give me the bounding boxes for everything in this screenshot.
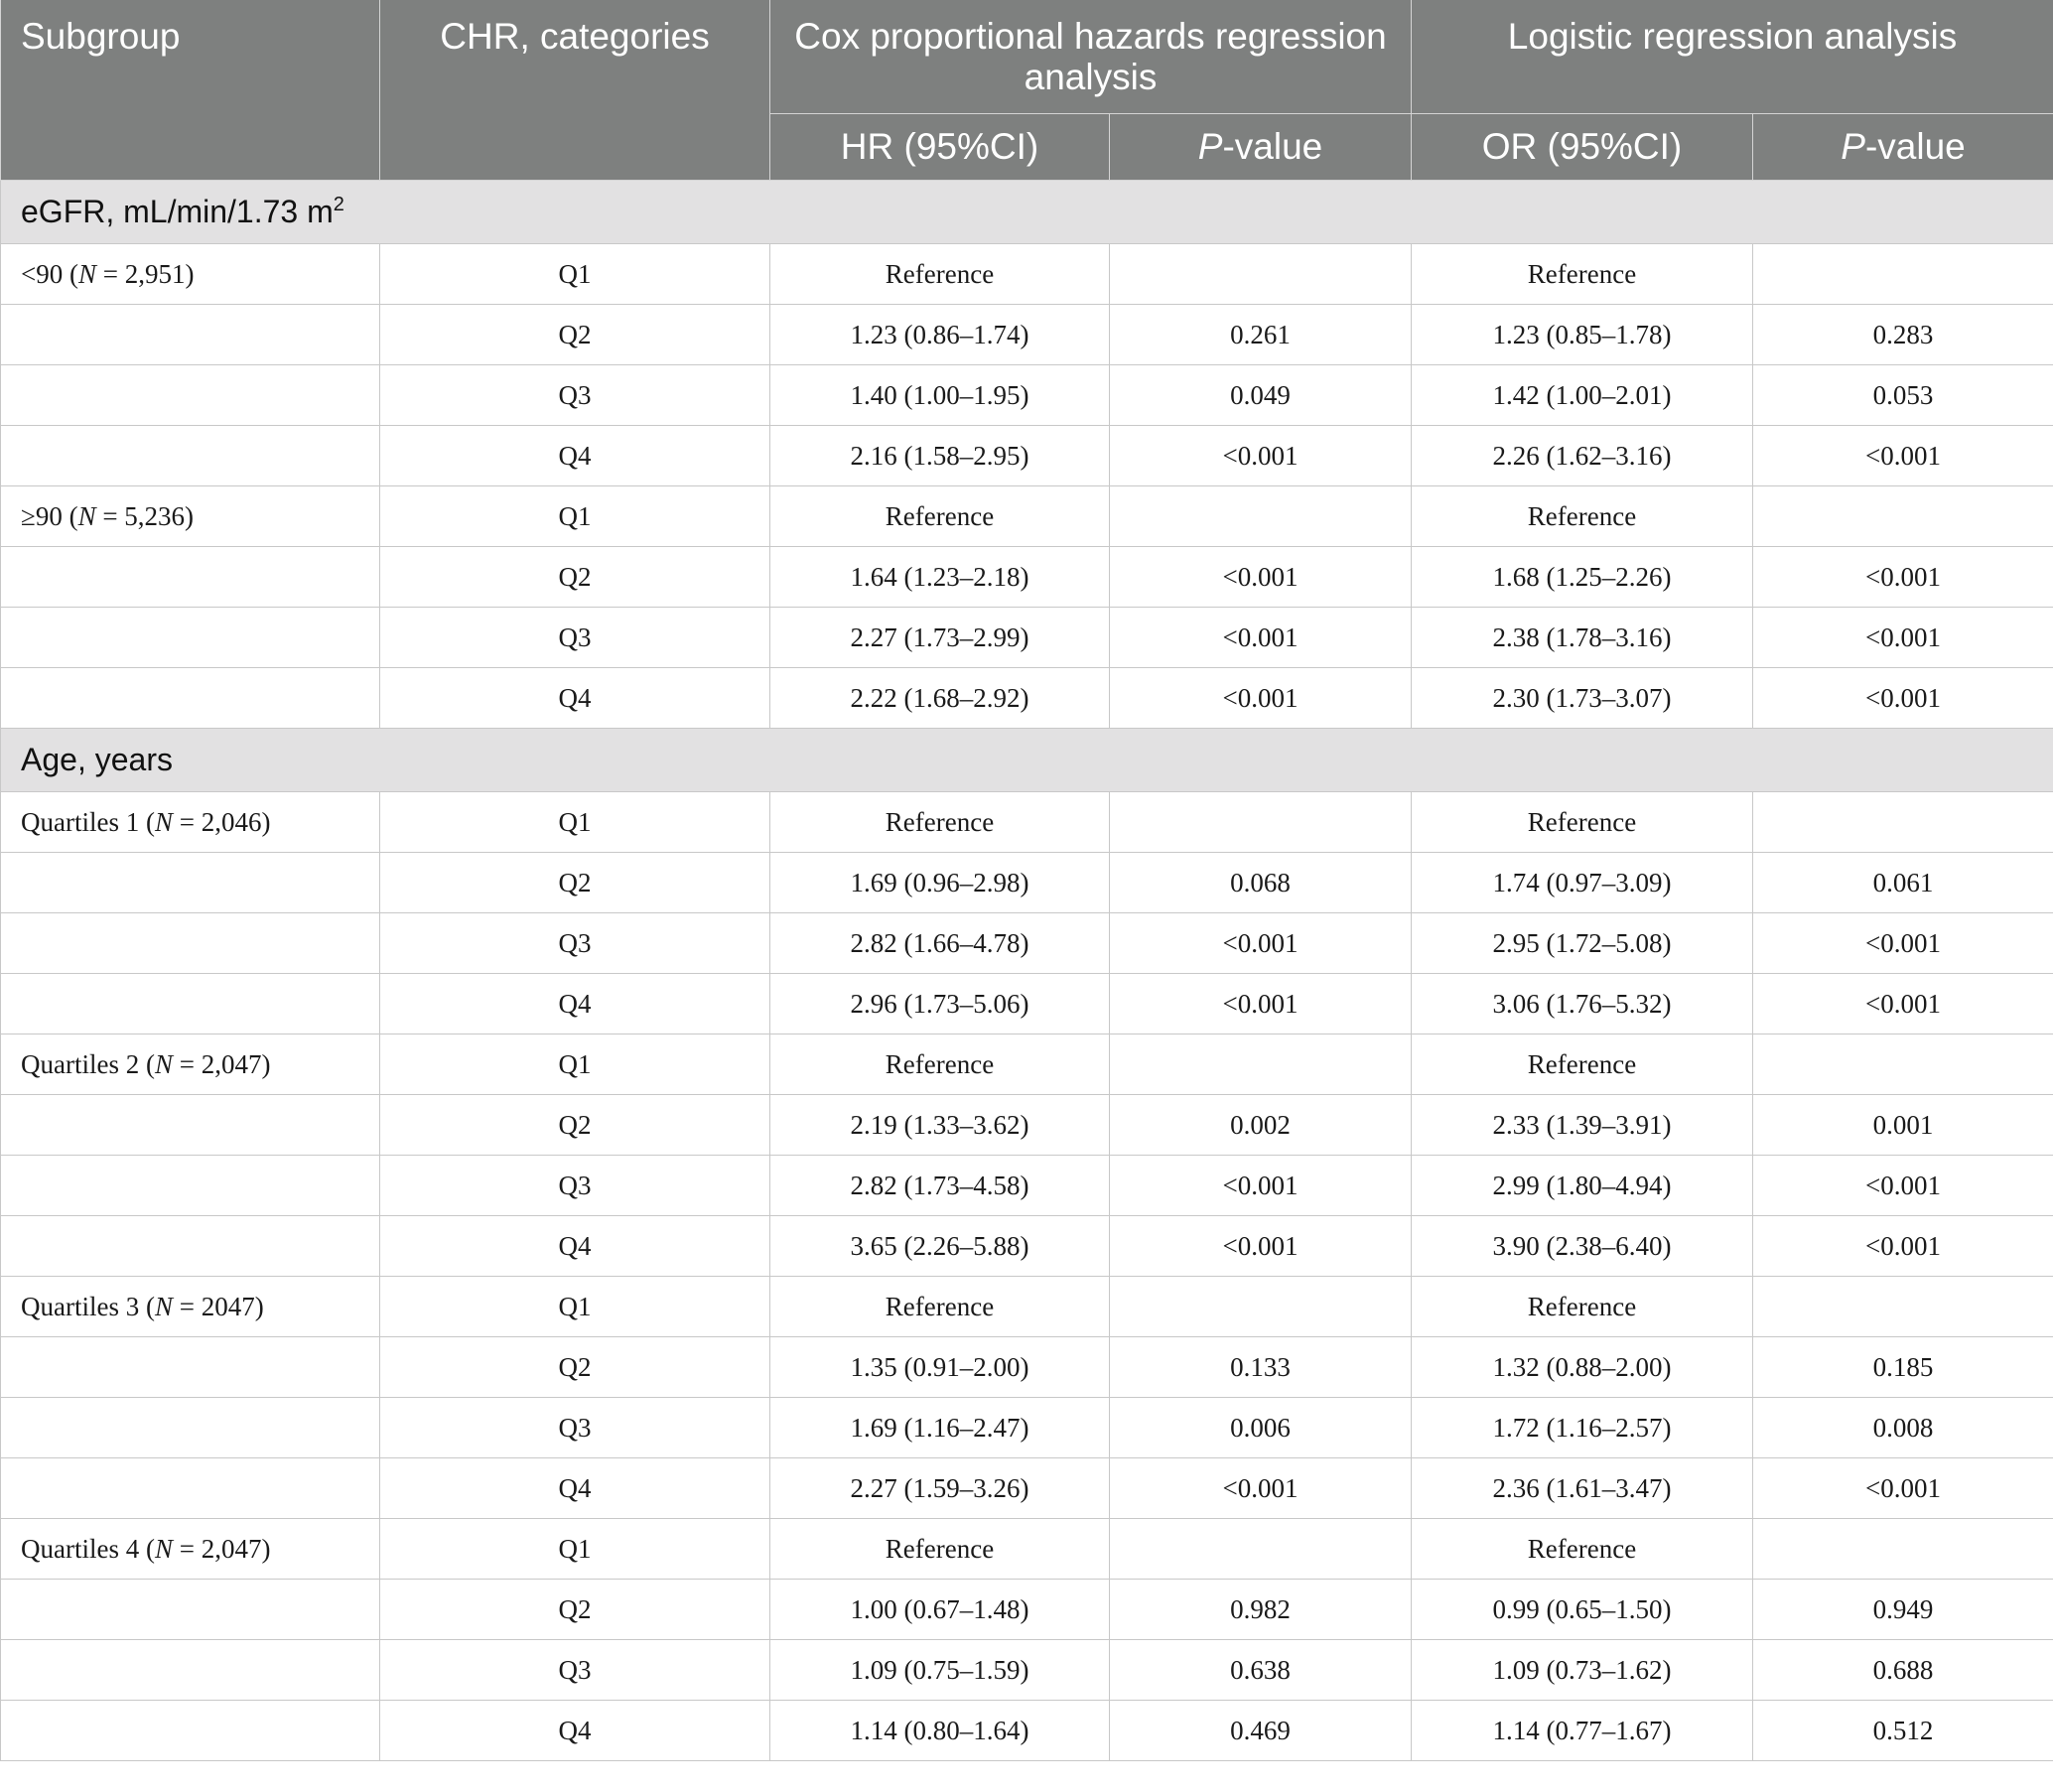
header-logistic: Logistic regression analysis: [1412, 0, 2053, 114]
subgroup-cell-empty: [1, 913, 380, 974]
header-p-value-logistic: [1753, 114, 2053, 181]
p-suffix: -value: [1864, 126, 1966, 168]
header-categories: CHR, categories: [380, 0, 770, 181]
section-row: [1, 181, 2053, 244]
subgroup-label: Quartiles 4 (: [21, 1533, 155, 1564]
hr-cell: 2.96 (1.73–5.06): [770, 974, 1110, 1034]
table-row: [1, 365, 2053, 426]
subgroup-cell: [1, 1519, 380, 1580]
hr-cell: 1.14 (0.80–1.64): [770, 1701, 1110, 1761]
p-italic: P: [1197, 126, 1223, 168]
or-cell: 1.72 (1.16–2.57): [1412, 1398, 1753, 1458]
logistic-p-value-cell: [1753, 1519, 2053, 1580]
or-cell: 2.95 (1.72–5.08): [1412, 913, 1753, 974]
cox-p-value-cell: [1110, 486, 1412, 547]
subgroup-label: Quartiles 3 (: [21, 1291, 155, 1321]
section-row: [1, 729, 2053, 792]
cox-p-value-cell: [1110, 792, 1412, 853]
subgroup-cell-empty: [1, 365, 380, 426]
hr-cell: 1.40 (1.00–1.95): [770, 365, 1110, 426]
or-cell: 1.14 (0.77–1.67): [1412, 1701, 1753, 1761]
table-row: [1, 486, 2053, 547]
table-row: [1, 547, 2053, 608]
hr-cell: 1.64 (1.23–2.18): [770, 547, 1110, 608]
subgroup-cell-empty: [1, 547, 380, 608]
subgroup-n-value: = 5,236): [95, 500, 195, 531]
subgroup-n-value: = 2,047): [172, 1533, 271, 1564]
logistic-p-value-cell: <0.001: [1753, 1216, 2053, 1277]
subgroup-cell: [1, 1034, 380, 1095]
subgroup-n-var: N: [77, 258, 96, 289]
category-cell: Q3: [380, 365, 770, 426]
subgroup-cell-empty: [1, 1156, 380, 1216]
subgroup-n-var: N: [154, 806, 173, 837]
category-cell: Q3: [380, 913, 770, 974]
header-or: OR (95%CI): [1412, 114, 1753, 181]
subgroup-cell: [1, 486, 380, 547]
or-cell: Reference: [1412, 1034, 1753, 1095]
category-cell: Q2: [380, 1580, 770, 1640]
cox-p-value-cell: 0.261: [1110, 305, 1412, 365]
cox-p-value-cell: 0.469: [1110, 1701, 1412, 1761]
logistic-p-value-cell: [1753, 792, 2053, 853]
hr-cell: 3.65 (2.26–5.88): [770, 1216, 1110, 1277]
cox-p-value-cell: 0.982: [1110, 1580, 1412, 1640]
subgroup-cell-empty: [1, 1580, 380, 1640]
section-title-sup: 2: [333, 194, 344, 215]
table-row: [1, 913, 2053, 974]
cox-p-value-cell: [1110, 1034, 1412, 1095]
subgroup-cell-empty: [1, 1640, 380, 1701]
table-row: [1, 1034, 2053, 1095]
section-title: [1, 729, 2053, 792]
table-row: [1, 853, 2053, 913]
cox-p-value-cell: 0.638: [1110, 1640, 1412, 1701]
or-cell: 2.36 (1.61–3.47): [1412, 1458, 1753, 1519]
or-cell: Reference: [1412, 486, 1753, 547]
cox-p-value-cell: 0.049: [1110, 365, 1412, 426]
cox-p-value-cell: 0.006: [1110, 1398, 1412, 1458]
p-italic: P: [1841, 126, 1865, 168]
hr-cell: 2.82 (1.73–4.58): [770, 1156, 1110, 1216]
category-cell: Q4: [380, 1701, 770, 1761]
cox-p-value-cell: <0.001: [1110, 608, 1412, 668]
hr-cell: 2.16 (1.58–2.95): [770, 426, 1110, 486]
or-cell: 2.99 (1.80–4.94): [1412, 1156, 1753, 1216]
category-cell: Q1: [380, 1034, 770, 1095]
or-cell: Reference: [1412, 1519, 1753, 1580]
cox-p-value-cell: [1110, 244, 1412, 305]
header-subgroup: Subgroup: [1, 0, 380, 181]
category-cell: Q2: [380, 1337, 770, 1398]
hr-cell: 2.22 (1.68–2.92): [770, 668, 1110, 729]
category-cell: Q1: [380, 1519, 770, 1580]
subgroup-cell-empty: [1, 668, 380, 729]
subgroup-n-var: N: [154, 1048, 173, 1079]
or-cell: 3.06 (1.76–5.32): [1412, 974, 1753, 1034]
logistic-p-value-cell: <0.001: [1753, 668, 2053, 729]
category-cell: Q3: [380, 1398, 770, 1458]
logistic-p-value-cell: 0.688: [1753, 1640, 2053, 1701]
subgroup-cell-empty: [1, 1095, 380, 1156]
hr-cell: 1.09 (0.75–1.59): [770, 1640, 1110, 1701]
table-row: [1, 608, 2053, 668]
category-cell: Q4: [380, 668, 770, 729]
p-suffix: -value: [1222, 126, 1323, 168]
section-title: [1, 181, 2053, 244]
category-cell: Q2: [380, 305, 770, 365]
cox-p-value-cell: <0.001: [1110, 1458, 1412, 1519]
subgroup-label: Quartiles 1 (: [21, 806, 155, 837]
logistic-p-value-cell: [1753, 1034, 2053, 1095]
hr-cell: 2.82 (1.66–4.78): [770, 913, 1110, 974]
cox-p-value-cell: <0.001: [1110, 1156, 1412, 1216]
subgroup-cell-empty: [1, 853, 380, 913]
or-cell: 1.32 (0.88–2.00): [1412, 1337, 1753, 1398]
logistic-p-value-cell: <0.001: [1753, 1458, 2053, 1519]
hr-cell: 1.23 (0.86–1.74): [770, 305, 1110, 365]
cox-p-value-cell: <0.001: [1110, 547, 1412, 608]
subgroup-cell-empty: [1, 1458, 380, 1519]
logistic-p-value-cell: 0.053: [1753, 365, 2053, 426]
cox-p-value-cell: [1110, 1519, 1412, 1580]
hr-cell: 2.27 (1.59–3.26): [770, 1458, 1110, 1519]
cox-p-value-cell: [1110, 1277, 1412, 1337]
cox-p-value-cell: <0.001: [1110, 913, 1412, 974]
category-cell: Q1: [380, 1277, 770, 1337]
category-cell: Q2: [380, 547, 770, 608]
table-row: [1, 1398, 2053, 1458]
category-cell: Q4: [380, 974, 770, 1034]
header-p-value-cox: [1110, 114, 1412, 181]
hr-cell: 1.00 (0.67–1.48): [770, 1580, 1110, 1640]
table-row: [1, 1640, 2053, 1701]
subgroup-n-value: = 2,951): [95, 258, 195, 289]
table-row: [1, 1095, 2053, 1156]
subgroup-label: Quartiles 2 (: [21, 1048, 155, 1079]
table-row: [1, 305, 2053, 365]
logistic-p-value-cell: <0.001: [1753, 913, 2053, 974]
subgroup-cell: [1, 1277, 380, 1337]
logistic-p-value-cell: 0.008: [1753, 1398, 2053, 1458]
hr-cell: 2.19 (1.33–3.62): [770, 1095, 1110, 1156]
subgroup-cell-empty: [1, 1337, 380, 1398]
logistic-p-value-cell: <0.001: [1753, 608, 2053, 668]
logistic-p-value-cell: <0.001: [1753, 426, 2053, 486]
or-cell: 3.90 (2.38–6.40): [1412, 1216, 1753, 1277]
or-cell: 2.26 (1.62–3.16): [1412, 426, 1753, 486]
subgroup-cell-empty: [1, 1216, 380, 1277]
or-cell: 1.68 (1.25–2.26): [1412, 547, 1753, 608]
header-hr: HR (95%CI): [770, 114, 1110, 181]
subgroup-n-var: N: [77, 500, 96, 531]
subgroup-label: ≥90 (: [21, 500, 78, 531]
logistic-p-value-cell: 0.061: [1753, 853, 2053, 913]
table-header: [1, 0, 2053, 181]
cox-p-value-cell: <0.001: [1110, 1216, 1412, 1277]
subgroup-cell-empty: [1, 305, 380, 365]
subgroup-n-value: = 2,047): [172, 1048, 271, 1079]
or-cell: 1.42 (1.00–2.01): [1412, 365, 1753, 426]
header-cox: Cox proportional hazards regression analysis: [770, 0, 1412, 114]
table-row: [1, 1277, 2053, 1337]
logistic-p-value-cell: <0.001: [1753, 1156, 2053, 1216]
logistic-p-value-cell: <0.001: [1753, 547, 2053, 608]
logistic-p-value-cell: 0.185: [1753, 1337, 2053, 1398]
table-row: [1, 1580, 2053, 1640]
category-cell: Q4: [380, 426, 770, 486]
logistic-p-value-cell: 0.001: [1753, 1095, 2053, 1156]
table-row: [1, 1156, 2053, 1216]
cox-p-value-cell: <0.001: [1110, 974, 1412, 1034]
subgroup-cell: [1, 792, 380, 853]
or-cell: 2.33 (1.39–3.91): [1412, 1095, 1753, 1156]
logistic-p-value-cell: <0.001: [1753, 974, 2053, 1034]
hr-cell: Reference: [770, 1519, 1110, 1580]
table-row: [1, 1337, 2053, 1398]
subgroup-cell-empty: [1, 1701, 380, 1761]
or-cell: 1.23 (0.85–1.78): [1412, 305, 1753, 365]
subgroup-n-value: = 2047): [172, 1291, 264, 1321]
table-row: [1, 792, 2053, 853]
table-row: [1, 426, 2053, 486]
table-row: [1, 668, 2053, 729]
logistic-p-value-cell: 0.512: [1753, 1701, 2053, 1761]
category-cell: Q1: [380, 244, 770, 305]
table-row: [1, 1216, 2053, 1277]
or-cell: Reference: [1412, 792, 1753, 853]
table-row: [1, 244, 2053, 305]
subgroup-cell-empty: [1, 608, 380, 668]
category-cell: Q2: [380, 1095, 770, 1156]
hr-cell: Reference: [770, 1034, 1110, 1095]
category-cell: Q3: [380, 608, 770, 668]
table-row: [1, 974, 2053, 1034]
logistic-p-value-cell: 0.949: [1753, 1580, 2053, 1640]
table-body: [1, 181, 2053, 1761]
cox-p-value-cell: <0.001: [1110, 426, 1412, 486]
hr-cell: 1.69 (1.16–2.47): [770, 1398, 1110, 1458]
subgroup-n-value: = 2,046): [172, 806, 271, 837]
subgroup-cell-empty: [1, 1398, 380, 1458]
or-cell: 1.74 (0.97–3.09): [1412, 853, 1753, 913]
category-cell: Q3: [380, 1640, 770, 1701]
logistic-p-value-cell: [1753, 1277, 2053, 1337]
subgroup-n-var: N: [154, 1291, 173, 1321]
logistic-p-value-cell: 0.283: [1753, 305, 2053, 365]
section-title-text: eGFR, mL/min/1.73 m: [21, 194, 334, 229]
or-cell: Reference: [1412, 244, 1753, 305]
hr-cell: Reference: [770, 486, 1110, 547]
table-row: [1, 1701, 2053, 1761]
table-row: [1, 1458, 2053, 1519]
hr-cell: 1.69 (0.96–2.98): [770, 853, 1110, 913]
category-cell: Q3: [380, 1156, 770, 1216]
or-cell: Reference: [1412, 1277, 1753, 1337]
cox-p-value-cell: 0.133: [1110, 1337, 1412, 1398]
or-cell: 2.38 (1.78–3.16): [1412, 608, 1753, 668]
or-cell: 1.09 (0.73–1.62): [1412, 1640, 1753, 1701]
category-cell: Q2: [380, 853, 770, 913]
cox-p-value-cell: 0.002: [1110, 1095, 1412, 1156]
subgroup-cell: [1, 244, 380, 305]
hr-cell: Reference: [770, 792, 1110, 853]
hr-cell: Reference: [770, 244, 1110, 305]
subgroup-cell-empty: [1, 426, 380, 486]
cox-p-value-cell: 0.068: [1110, 853, 1412, 913]
hr-cell: 1.35 (0.91–2.00): [770, 1337, 1110, 1398]
table-row: [1, 1519, 2053, 1580]
hr-cell: 2.27 (1.73–2.99): [770, 608, 1110, 668]
subgroup-cell-empty: [1, 974, 380, 1034]
subgroup-n-var: N: [154, 1533, 173, 1564]
category-cell: Q1: [380, 792, 770, 853]
cox-p-value-cell: <0.001: [1110, 668, 1412, 729]
logistic-p-value-cell: [1753, 486, 2053, 547]
subgroup-label: <90 (: [21, 258, 78, 289]
or-cell: 0.99 (0.65–1.50): [1412, 1580, 1753, 1640]
category-cell: Q1: [380, 486, 770, 547]
logistic-p-value-cell: [1753, 244, 2053, 305]
section-title-text: Age, years: [21, 742, 173, 777]
category-cell: Q4: [380, 1216, 770, 1277]
or-cell: 2.30 (1.73–3.07): [1412, 668, 1753, 729]
category-cell: Q4: [380, 1458, 770, 1519]
hr-cell: Reference: [770, 1277, 1110, 1337]
